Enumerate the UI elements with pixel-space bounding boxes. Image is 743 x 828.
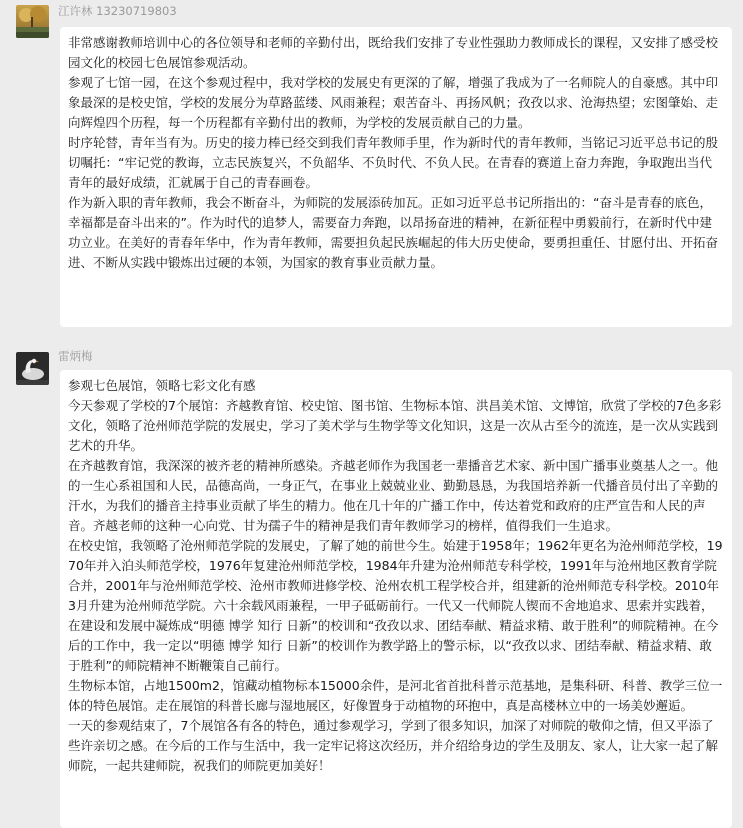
sender-name: 雷炳梅 [58,349,93,363]
message-paragraph: 参观了七馆一园，在这个参观过程中，我对学校的发展史有更深的了解，增强了我成为了一名师院人的自豪感。其中印象最深的是校史馆，学校的发展分为草路蓝缕、风雨兼程；艰苦奋斗、再扬风帆；孜孜以求、沧海热望；宏图肇始、走向辉煌四个历程，每一个历程都有辛勤付出的教师，为学校的发展贡献自己的力量。 [68,75,719,130]
message-paragraph: 在校史馆，我领略了沧州师范学院的发展史，了解了她的前世今生。始建于1958年；1962年更名为沧州师范学校，1970年并入泊头师范学校，1976年复建沧州师范学校，1984年升建为沧州师范专科学校，1991年与沧州地区教育学院合并，2001年与沧州师范学校、沧州市教师进修学校、沧州农机工程学校合并，组建新的沧州师范专科学校。2010年3月升建为沧州师范学院。六十余载风雨兼程，一甲子砥砺前行。一代又一代师院人锲而不舍地追求、思索并实践着，在建设和发展中凝炼成“明德 博学 知行 日新”的校训和“孜孜以求、团结奉献、精益求精、敢于胜利”的师院精神。在今后的工作中，我一定以“明德 博学 知行 日新”的校训作为教学路上的警示标，以“孜孜以求、团结奉献、精益求精、敢于胜利”的师院精神不断鞭策自己前行。 [68,538,723,673]
swan-avatar-icon [16,352,49,385]
message-paragraph: 一天的参观结束了，7个展馆各有各的特色，通过参观学习，学到了很多知识，加深了对师院的敬仰之情，但又平添了些许亲切之感。在今后的工作与生活中，我一定牢记将这次经历，并介绍给身边的学生及朋友、家人，让大家一起了解师院，一起共建师院，祝我们的师院更加美好！ [68,718,719,773]
sender-avatar[interactable] [16,352,49,385]
message-paragraph: 参观七色展馆，领略七彩文化有感 [68,378,256,393]
message-paragraph: 今天参观了学校的7个展馆：齐越教育馆、校史馆、图书馆、生物标本馆、洪昌美术馆、文博馆，欣赏了学校的7色多彩文化，领略了沧州师范学院的发展史，学习了美术学与生物学等文化知识，这是一次从古至今的流连，是一次从实践到艺术的升华。 [68,398,722,453]
chat-message [0,340,743,828]
message-paragraph: 在齐越教育馆，我深深的被齐老的精神所感染。齐越老师作为我国老一辈播音艺术家、新中国广播事业奠基人之一。他的一生心系祖国和人民，品德高尚，一身正气，在事业上兢兢业业、勤勤恳恳，为我国培养新一代播音员付出了辛勤的汗水，为我们的播音主持事业贡献了毕生的精力。他在几十年的广播工作中，传达着党和政府的庄严宣告和人民的声音。齐越老师的这种一心向党、甘为孺子牛的精神是我们青年教师学习的榜样，值得我们一生追求。 [68,458,719,533]
landscape-avatar-icon [16,5,49,38]
message-paragraph: 作为新入职的青年教师，我会不断奋斗，为师院的发展添砖加瓦。正如习近平总书记所指出的：“奋斗是青春的底色，幸福都是奋斗出来的”。作为时代的追梦人，需要奋力奔跑，以昂扬奋进的精神，在新征程中勇毅前行，在新时代中建功立业。在美好的青春年华中，作为青年教师，需要担负起民族崛起的伟大历史使命，要勇担重任、甘愿付出、开拓奋进、不断从实践中锻炼出过硬的本领，为国家的教育事业贡献力量。 [68,195,719,270]
message-paragraph: 时序轮替，青年当有为。历史的接力棒已经交到我们青年教师手里，作为新时代的青年教师，当铭记习近平总书记的殷切嘱托：“牢记党的教诲，立志民族复兴，不负韶华、不负时代、不负人民。在青春的赛道上奋力奔跑，争取跑出当代青年的最好成绩，汇就属于自己的青春画卷。 [68,135,719,190]
sender-name: 江许林 13230719803 [58,4,177,18]
sender-avatar[interactable] [16,5,49,38]
message-bubble[interactable] [60,27,732,327]
chat-message [0,0,743,330]
message-bubble[interactable] [60,370,732,828]
message-paragraph: 生物标本馆，占地1500m2，馆藏动植物标本15000余件，是河北省首批科普示范基地，是集科研、科普、教学三位一体的特色展馆。走在展馆的科普长廊与湿地展区，好像置身于动植物的环抱中，真是高楼林立中的一场美妙邂逅。 [68,678,723,713]
message-paragraph: 非常感谢教师培训中心的各位领导和老师的辛勤付出，既给我们安排了专业性强助力教师成长的课程，又安排了感受校园文化的校园七色展馆参观活动。 [68,35,719,70]
